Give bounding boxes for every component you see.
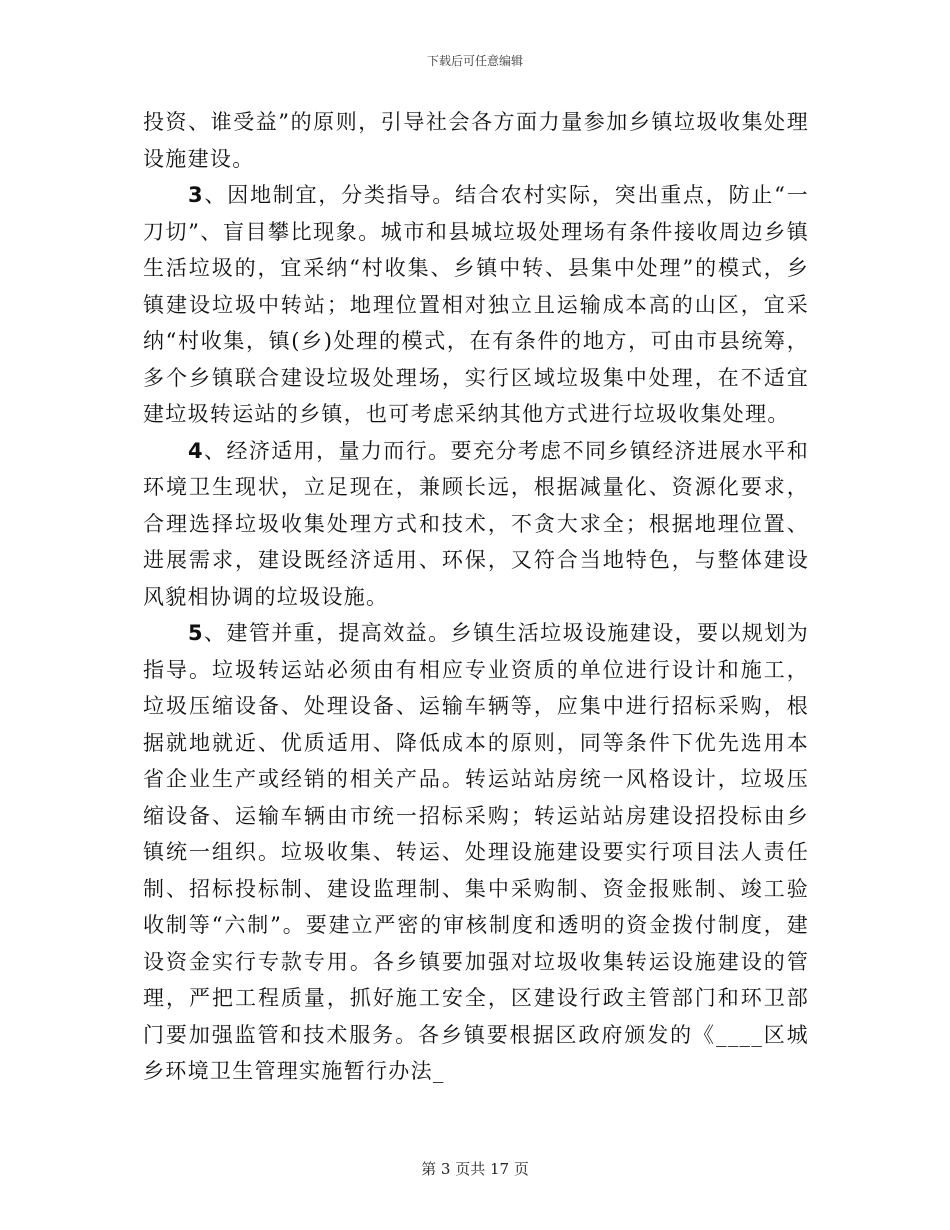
paragraph-continuation: [143, 104, 809, 177]
paragraph-item-5: [143, 615, 809, 1090]
paragraph-number: 3: [188, 183, 204, 207]
page-header-note: 下载后可任意编辑: [426, 54, 523, 68]
page-number-footer: 第 3 页共 17 页: [421, 1160, 529, 1178]
paragraph-text: 、经济适用，量力而行。要充分考虑不同乡镇经济进展水平和环境卫生现状，立足现在，兼顾长远，根据减量化、资源化要求，合理选择垃圾收集处理方式和技术，不贪大求全；根据地理位置、进展需求，建设既经济适用、环保，又符合当地特色，与整体建设风貌相协调的垃圾设施。: [143, 438, 809, 609]
paragraph-text: 、因地制宜，分类指导。结合农村实际，突出重点，防止“一刀切”、盲目攀比现象。城市和县城垃圾处理场有条件接收周边乡镇生活垃圾的，宜采纳“村收集、乡镇中转、县集中处理”的模式，乡镇建设垃圾中转站；地理位置相对独立且运输成本高的山区，宜采纳“村收集，镇(乡)处理的模式，在有条件的地方，可由市县统筹，多个乡镇联合建设垃圾处理场，实行区域垃圾集中处理，在不适宜建垃圾转运站的乡镇，也可考虑采纳其他方式进行垃圾收集处理。: [143, 183, 809, 426]
paragraph-number: 5: [188, 621, 204, 645]
document-body: [143, 104, 809, 1090]
paragraph-text: 投资、谁受益”的原则，引导社会各方面力量参加乡镇垃圾收集处理设施建设。: [143, 110, 809, 171]
paragraph-item-4: [143, 433, 809, 616]
paragraph-number: 4: [188, 438, 204, 463]
paragraph-item-3: [143, 177, 809, 433]
paragraph-text: 、建管并重，提高效益。乡镇生活垃圾设施建设，要以规划为指导。垃圾转运站必须由有相应专业资质的单位进行设计和施工，垃圾压缩设备、处理设备、运输车辆等，应集中进行招标采购，根据就地就近、优质适用、降低成本的原则，同等条件下优先选用本省企业生产或经销的相关产品。转运站站房统一风格设计，垃圾压缩设备、运输车辆由市统一招标采购；转运站站房建设招投标由乡镇统一组织。垃圾收集、转运、处理设施建设要实行项目法人责任制、招标投标制、建设监理制、集中采购制、资金报账制、竣工验收制等“六制”。要建立严密的审核制度和透明的资金拨付制度，建设资金实行专款专用。各乡镇要加强对垃圾收集转运设施建设的管理，严把工程质量，抓好施工安全，区建设行政主管部门和环卫部门要加强监管和技术服务。各乡镇要根据区政府颁发的《____区城乡环境卫生管理实施暂行办法_: [143, 621, 809, 1083]
